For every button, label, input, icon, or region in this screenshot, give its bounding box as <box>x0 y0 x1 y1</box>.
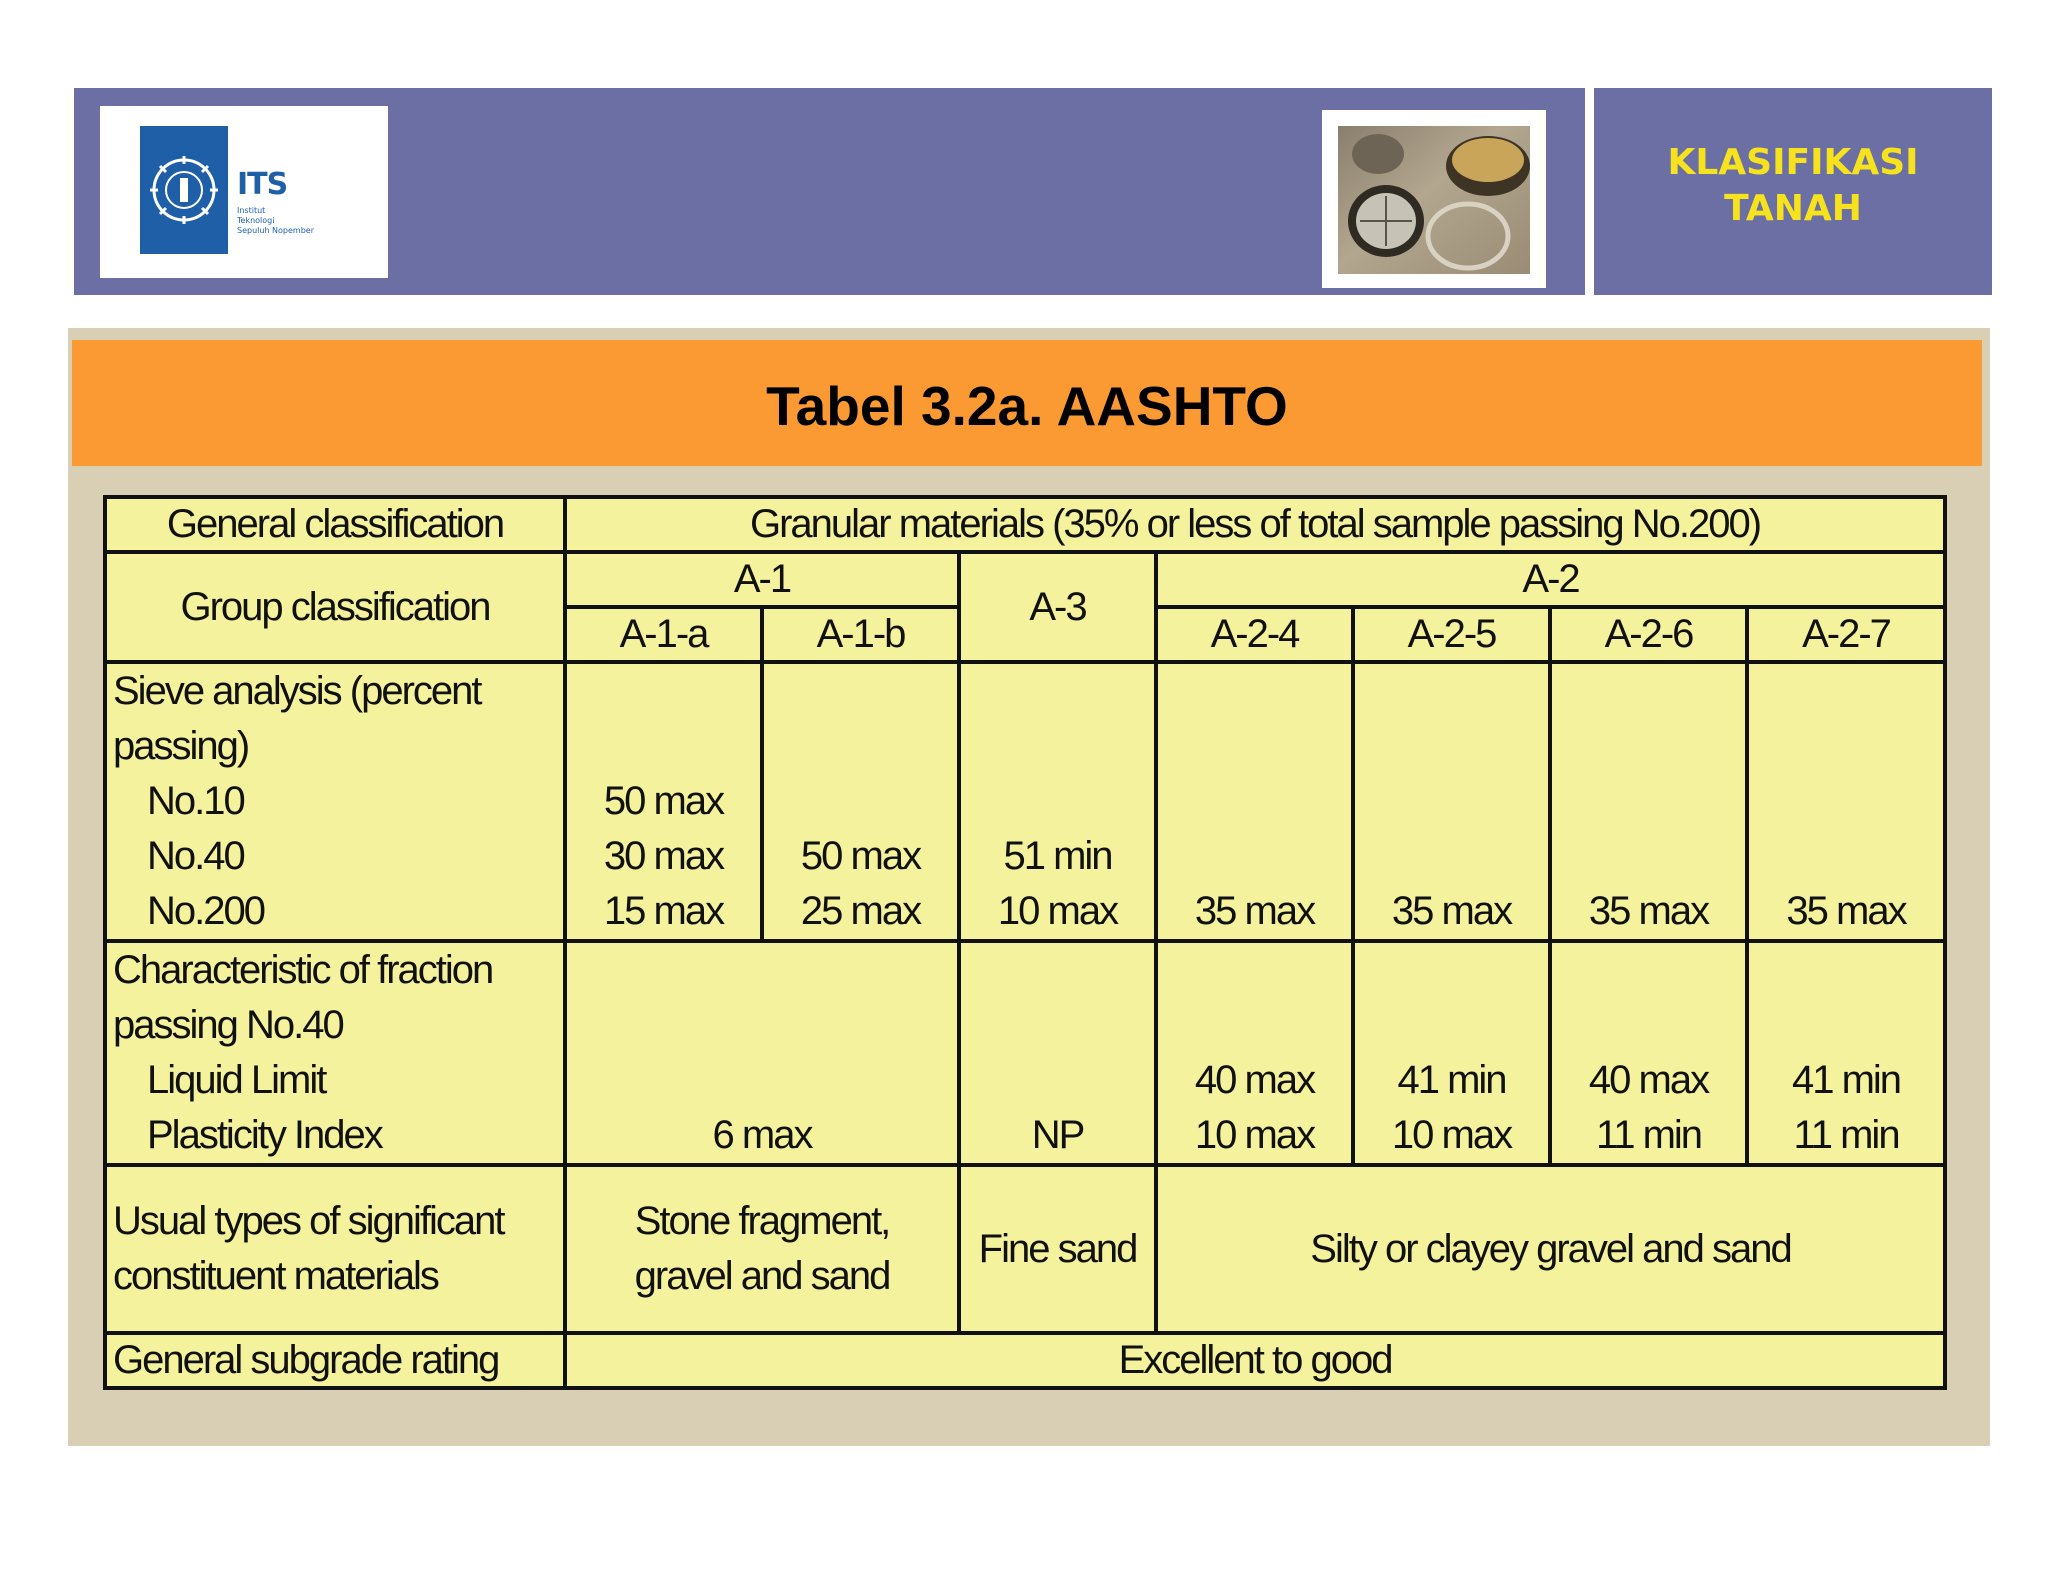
fraction-a25: 41 min 10 max <box>1353 941 1550 1165</box>
table-title-bar <box>72 340 1982 466</box>
materials-label: Usual types of significant constituent materials <box>105 1165 565 1333</box>
general-classification-label: General classification <box>105 497 565 552</box>
soil-equipment-photo <box>1322 110 1546 288</box>
fraction-a1: 6 max <box>565 941 959 1165</box>
sieve-a25: 35 max <box>1353 662 1550 941</box>
subgrade-value: Excellent to good <box>565 1333 1945 1388</box>
fraction-a26: 40 max 11 min <box>1550 941 1747 1165</box>
group-a1: A-1 <box>565 552 959 607</box>
section-title-box <box>1590 88 1992 295</box>
fraction-a3: NP <box>959 941 1156 1165</box>
subgrade-label: General subgrade rating <box>105 1333 565 1388</box>
aashto-table <box>103 495 1947 1390</box>
row-group-classification <box>105 552 1945 607</box>
its-logo <box>100 106 388 278</box>
sieve-a24: 35 max <box>1156 662 1353 941</box>
materials-a1: Stone fragment, gravel and sand <box>565 1165 959 1333</box>
materials-a3: Fine sand <box>959 1165 1156 1333</box>
section-title: KLASIFIKASI TANAH <box>1667 142 1919 229</box>
fraction-a27: 41 min 11 min <box>1747 941 1945 1165</box>
group-a3: A-3 <box>959 552 1156 662</box>
logo-brand-text: ITS <box>237 167 288 202</box>
logo-shield-icon <box>140 126 228 254</box>
sieve-analysis-label: Sieve analysis (percent passing) No.10 No.40 No.200 <box>105 662 565 941</box>
row-materials <box>105 1165 1945 1333</box>
row-subgrade-rating <box>105 1333 1945 1388</box>
row-sieve-analysis <box>105 662 1945 941</box>
subgroup-a27: A-2-7 <box>1747 607 1945 662</box>
logo-subtitle: Institut Teknologi Sepuluh Nopember <box>237 206 315 235</box>
general-classification-value: Granular materials (35% or less of total sample passing No.200) <box>565 497 1945 552</box>
subgroup-a24: A-2-4 <box>1156 607 1353 662</box>
photo-image <box>1338 126 1530 274</box>
group-classification-label: Group classification <box>105 552 565 662</box>
sieve-a27: 35 max <box>1747 662 1945 941</box>
sieve-a26: 35 max <box>1550 662 1747 941</box>
subgroup-a25: A-2-5 <box>1353 607 1550 662</box>
table-title: Tabel 3.2a. AASHTO <box>766 375 1288 437</box>
subgroup-a1b: A-1-b <box>762 607 959 662</box>
sieve-a1a: 50 max 30 max 15 max <box>565 662 762 941</box>
subgroup-a26: A-2-6 <box>1550 607 1747 662</box>
row-general-classification <box>105 497 1945 552</box>
group-a2: A-2 <box>1156 552 1945 607</box>
sieve-a3: 51 min 10 max <box>959 662 1156 941</box>
sieve-a1b: 50 max 25 max <box>762 662 959 941</box>
fraction-label: Characteristic of fraction passing No.40 Liquid Limit Plasticity Index <box>105 941 565 1165</box>
materials-a2: Silty or clayey gravel and sand <box>1156 1165 1945 1333</box>
row-fraction-characteristics <box>105 941 1945 1165</box>
subgroup-a1a: A-1-a <box>565 607 762 662</box>
fraction-a24: 40 max 10 max <box>1156 941 1353 1165</box>
